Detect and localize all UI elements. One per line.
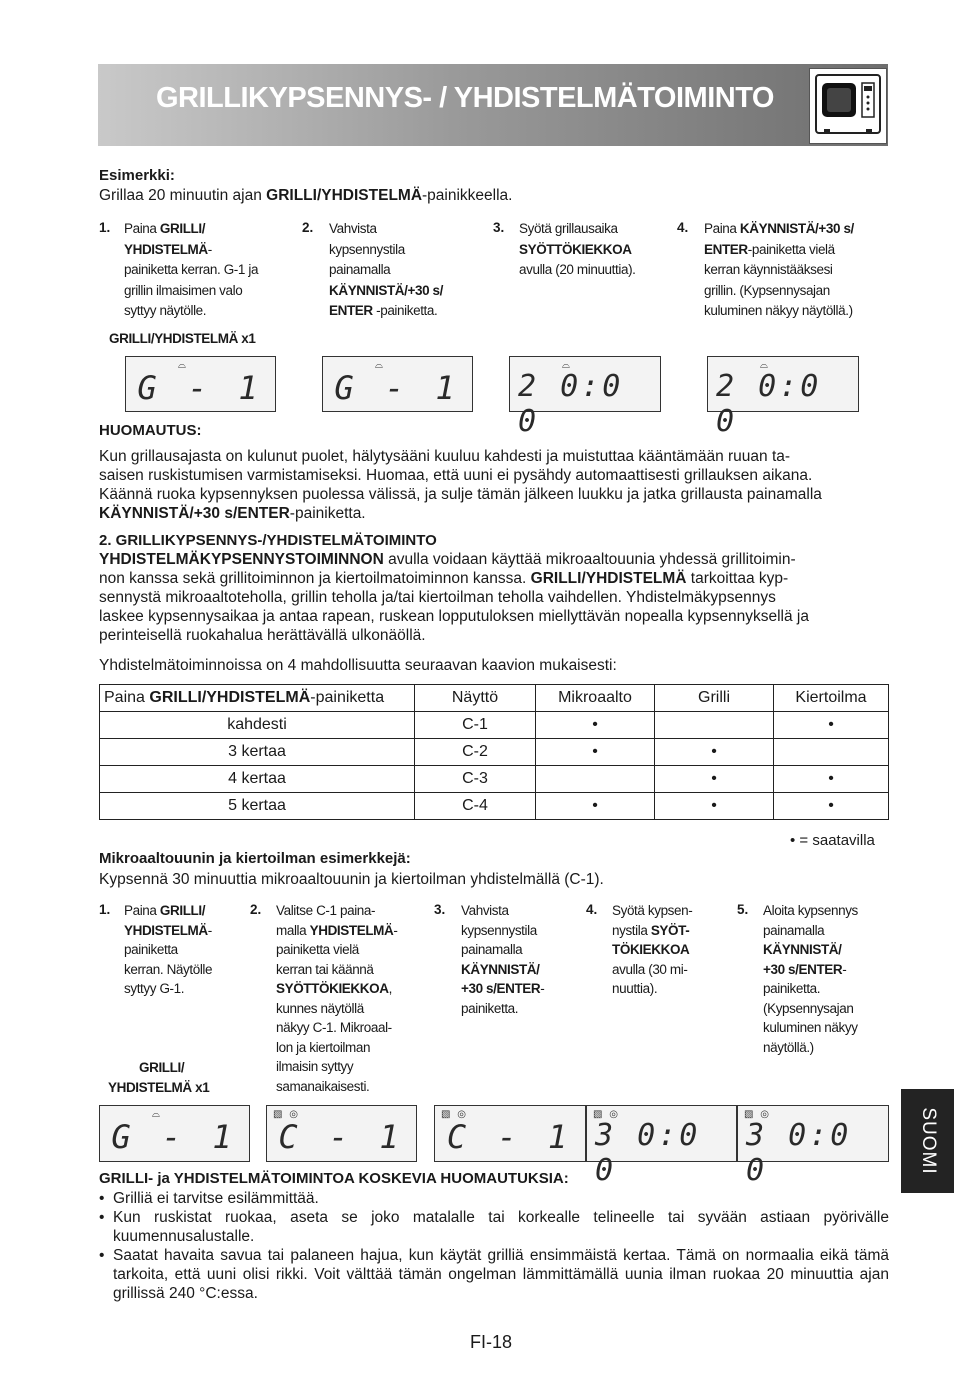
table-intro: Yhdistelmätoiminnoissa on 4 mahdollisuutta seuraavan kaavion mukaisesti:	[99, 657, 617, 674]
lcd-display: ▧ ◎ 3 0:0 0	[737, 1105, 889, 1162]
table-header-row	[100, 685, 889, 712]
notes-list	[99, 1189, 889, 1303]
microwave-convection-icon: ▧ ◎	[744, 1109, 771, 1120]
table-cell: 4 kertaa	[100, 766, 415, 793]
grill-icon: ⌓	[562, 360, 572, 371]
example-heading: Esimerkki:	[99, 167, 175, 184]
note-heading: HUOMAUTUS:	[99, 422, 202, 439]
step-number: 3.	[493, 220, 505, 235]
note-text: Kun grillausajasta on kulunut puolet, hälytysääni kuuluu kahdesti ja muistuttaa kääntämään ruuan ta- saisen ruskistumisen varmistamiseksi. Huomaa, että uuni ei pysähdy automaattisesti grillauksen aikana. Käännä ruoka kypsennyksen puolessa välissä, ja sulje tämän jälkeen luukku ja jatka grillausta painamalla KÄYNNISTÄ/+30 s/ENTER-painiketta.	[99, 448, 822, 522]
table-cell	[774, 739, 889, 766]
grill-icon: ⌓	[178, 360, 188, 371]
table-cell	[536, 766, 655, 793]
page-title: GRILLIKYPSENNYS- / YHDISTELMÄTOIMINTO	[156, 82, 774, 114]
table-header: Paina GRILLI/YHDISTELMÄ-painiketta	[100, 685, 415, 712]
table-cell: C-2	[415, 739, 536, 766]
table-cell: C-4	[415, 793, 536, 820]
step-text: Paina KÄYNNISTÄ/+30 s/ ENTER-painiketta vielä kerran käynnistääksesi grillin. (Kypsennysajan kuluminen näkyy näytöllä.)	[704, 221, 854, 318]
table-row	[100, 793, 889, 820]
step-text: Paina GRILLI/ YHDISTELMÄ- painiketta kerran. Näytölle syttyy G-1.	[124, 903, 213, 996]
step-number: 4.	[677, 220, 689, 235]
step-text: Paina GRILLI/ YHDISTELMÄ- painiketta kerran. G-1 ja grillin ilmaisimen valo syttyy näytölle.	[124, 221, 259, 318]
table-cell: C-3	[415, 766, 536, 793]
step-number: 5.	[737, 902, 749, 917]
lcd-display: ⌓ G - 1	[322, 356, 473, 412]
lcd-display: ⌓ 2 0:0 0	[509, 356, 661, 412]
combination-table	[99, 684, 889, 820]
step-number: 2.	[250, 902, 262, 917]
table-cell: •	[774, 712, 889, 739]
table-cell: •	[655, 793, 774, 820]
step-number: 3.	[434, 902, 446, 917]
table-cell: •	[536, 712, 655, 739]
language-tab: SUOMI	[901, 1089, 954, 1193]
example2-intro: Kypsennä 30 minuuttia mikroaaltouunin ja kiertoilman yhdistelmällä (C-1).	[99, 871, 604, 888]
list-item: • Kun ruskistat ruokaa, aseta se joko matalalle tai korkealle telineelle tai syvään astiaan pyörivälle kuumennusalustalle.	[99, 1208, 889, 1246]
table-row	[100, 712, 889, 739]
microwave-convection-icon: ▧ ◎	[273, 1109, 300, 1120]
lcd-display: ▧ ◎ C - 1	[266, 1105, 417, 1162]
section-text: YHDISTELMÄKYPSENNYSTOIMINNON avulla voidaan käyttää mikroaaltouunia yhdessä grillitoimin- non kanssa sekä grillitoiminnon ja kiertoilmatoiminnon kanssa. GRILLI/YHDISTELMÄ tarkoittaa kyp- sennystä mikroaaltoteholla, grillin teholla ja/tai kiertoilman teholla vaihdellen. Yhdistelmäkypsennys laskee kypsennysaikaa ja antaa rapean, ruskean lopputuloksen miellyttävän nopealla kypsennyksellä ja perinteisellä ruokahalua herättävällä ulkonäöllä.	[99, 551, 809, 644]
example2-heading: Mikroaaltouunin ja kiertoilman esimerkkejä:	[99, 850, 411, 867]
table-cell: •	[774, 793, 889, 820]
grill-icon: ⌓	[152, 1109, 162, 1120]
table-cell: •	[536, 793, 655, 820]
lcd-display: ⌓ G - 1	[99, 1105, 250, 1162]
lcd-display: ⌓ 2 0:0 0	[707, 356, 859, 412]
microwave-convection-icon: ▧ ◎	[441, 1109, 468, 1120]
table-row	[100, 766, 889, 793]
page-header	[98, 64, 888, 146]
table-legend: • = saatavilla	[790, 832, 875, 849]
table-cell: •	[536, 739, 655, 766]
step-text: Aloita kypsennys painamalla KÄYNNISTÄ/ +30 s/ENTER- painiketta. (Kypsennysajan kuluminen näkyy näytöllä.)	[763, 903, 858, 1055]
step-number: 2.	[302, 220, 314, 235]
table-cell: •	[655, 739, 774, 766]
table-cell	[655, 712, 774, 739]
lcd-display: ⌓ G - 1	[125, 356, 276, 412]
lcd-display: ▧ ◎ 3 0:0 0	[586, 1105, 737, 1162]
table-row	[100, 739, 889, 766]
table-cell: 3 kertaa	[100, 739, 415, 766]
lcd-display: ▧ ◎ C - 1	[434, 1105, 586, 1162]
table-cell: C-1	[415, 712, 536, 739]
table-cell: 5 kertaa	[100, 793, 415, 820]
table-cell: kahdesti	[100, 712, 415, 739]
table-header: Mikroaalto	[536, 685, 655, 712]
step-number: 1.	[99, 220, 111, 235]
list-item: • Grilliä ei tarvitse esilämmittää.	[99, 1189, 889, 1208]
button-caption: GRILLI/	[139, 1060, 185, 1075]
list-item: • Saatat havaita savua tai palaneen hajua, kun käytät grilliä ensimmäistä kertaa. Tämä on normaalia eikä tämä tarkoita, että uuni olisi rikki. Voit välttää tämän ongelman lämmittämällä uunia ilman ruokaa 20 minuuttia ajan grillissä 240 °C:essa.	[99, 1246, 889, 1303]
page-number: FI-18	[470, 1332, 513, 1352]
step-number: 1.	[99, 902, 111, 917]
example-intro: Grillaa 20 minuutin ajan GRILLI/YHDISTELMÄ-painikkeella.	[99, 187, 513, 204]
table-cell: •	[655, 766, 774, 793]
grill-icon: ⌓	[375, 360, 385, 371]
table-header: Grilli	[655, 685, 774, 712]
table-header: Kiertoilma	[774, 685, 889, 712]
microwave-icon	[809, 68, 887, 144]
step-text: Vahvista kypsennystila painamalla KÄYNNISTÄ/+30 s/ ENTER -painiketta.	[329, 221, 444, 318]
step-text: Valitse C-1 paina- malla YHDISTELMÄ- painiketta vielä kerran tai käännä SYÖTTÖKIEKKOA, kunnes näytöllä näkyy C-1. Mikroaal- lon ja kiertoilman ilmaisin syttyy samanaikaisesti.	[276, 903, 398, 1094]
grill-icon: ⌓	[760, 360, 770, 371]
step-text: Vahvista kypsennystila painamalla KÄYNNISTÄ/ +30 s/ENTER- painiketta.	[461, 903, 545, 1016]
step-text: Syötä kypsen- nystila SYÖT- TÖKIEKKOA avulla (30 mi- nuuttia).	[612, 903, 693, 996]
section-heading: 2. GRILLIKYPSENNYS-/YHDISTELMÄTOIMINTO	[99, 532, 437, 549]
table-header: Näyttö	[415, 685, 536, 712]
table-cell: •	[774, 766, 889, 793]
step-number: 4.	[586, 902, 598, 917]
microwave-convection-icon: ▧ ◎	[593, 1109, 620, 1120]
button-caption: YHDISTELMÄ x1	[108, 1080, 210, 1095]
button-caption: GRILLI/YHDISTELMÄ x1	[109, 331, 256, 346]
notes-heading: GRILLI- ja YHDISTELMÄTOIMINTOA KOSKEVIA HUOMAUTUKSIA:	[99, 1170, 569, 1187]
step-text: Syötä grillausaika SYÖTTÖKIEKKOA avulla (20 minuuttia).	[519, 221, 636, 277]
